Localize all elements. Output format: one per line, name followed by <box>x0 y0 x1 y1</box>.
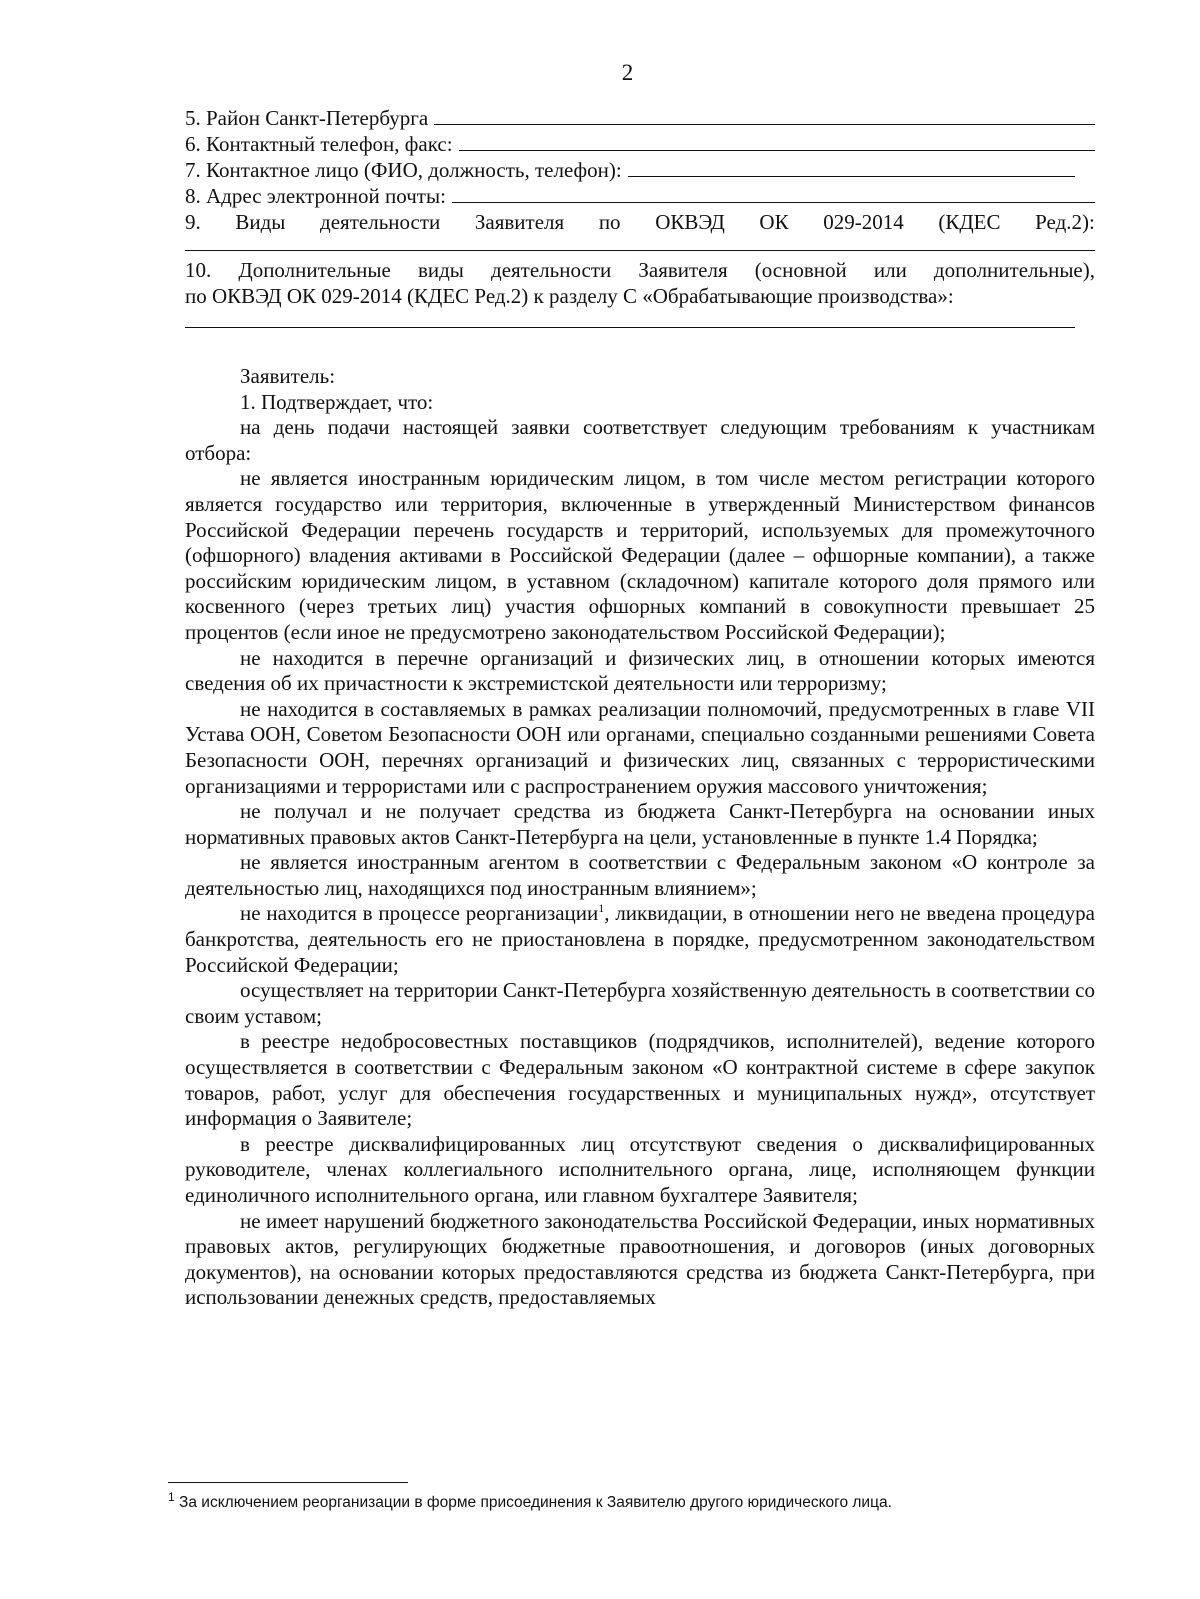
additional-activities-line1: 10. Дополнительные виды деятельности Заявителя (основной или дополнительные), <box>185 258 1095 282</box>
contact-person-field <box>185 158 1095 184</box>
declaration-paragraph: в реестре дисквалифицированных лиц отсутствуют сведения о дисквалифицированных руководителе, членах коллегиального исполнительного органа, лице, исполняющем функции единоличного исполнительного органа, или главном бухгалтере Заявителя; <box>185 1131 1095 1207</box>
declaration-paragraph: на день подачи настоящей заявки соответствует следующим требованиям к участникам отбора: <box>185 415 1095 465</box>
footnote-marker: 1 <box>168 1489 175 1504</box>
activities-word: деятельности <box>320 210 441 234</box>
activities-word: Виды <box>235 210 286 234</box>
activities-blank[interactable] <box>185 236 1095 251</box>
item-1: 1. Подтверждает, что: <box>240 389 434 414</box>
declaration-paragraph-reorganization <box>185 901 1095 978</box>
declaration-paragraph: не имеет нарушений бюджетного законодательства Российской Федерации, иных нормативных правовых актов, регулирующих бюджетные правоотношения, и договоров (иных договорных документов), на основании которых предоставляются средства из бюджета Санкт-Петербурга, при использовании денежных средств, предоставляемых <box>185 1208 1095 1310</box>
reorg-text-after: , ликвидации, в отношении него не введена процедура банкротства, деятельность его не приостановлена в порядке, предусмотренном законодательством Российской Федерации; <box>185 901 1095 977</box>
page-number: 2 <box>621 60 634 85</box>
district-label: 5. Район Санкт-Петербурга <box>185 106 429 130</box>
activities-word: 029-2014 <box>823 210 904 234</box>
activities-word: ОКВЭД <box>655 210 725 234</box>
contact-person-label: 7. Контактное лицо (ФИО, должность, телефон): <box>185 158 622 182</box>
declaration-paragraph: в реестре недобросовестных поставщиков (подрядчиков, исполнителей), ведение которого осуществляется в соответствии с Федеральным законом «О контрактной системе в сфере закупок товаров, работ, услуг для обеспечения государственных и муниципальных нужд», отсутствует информация о Заявителе; <box>185 1029 1095 1131</box>
email-field <box>185 184 1095 210</box>
district-blank[interactable] <box>434 124 1095 125</box>
applicant-declarations <box>185 364 1095 1311</box>
email-label: 8. Адрес электронной почты: <box>185 184 446 208</box>
phone-label: 6. Контактный телефон, факс: <box>185 132 453 156</box>
phone-field <box>185 132 1095 158</box>
footnote-text: За исключением реорганизации в форме присоединения к Заявителю другого юридического лица. <box>174 1494 892 1511</box>
district-field <box>185 106 1095 132</box>
declaration-paragraph: не является иностранным юридическим лицом, в том числе местом регистрации которого является государство или территория, включенные в утвержденный Министерством финансов Российской Федерации перечень государств и территорий, используемых для промежуточного (офшорного) владения активами в Российской Федерации (далее – офшорные компании), а также российским юридическим лицом, в уставном (складочном) капитале которого доля прямого или косвенного (через третьих лиц) участия офшорных компаний в совокупности превышает 25 процентов (если иное не предусмотрено законодательством Российской Федерации); <box>185 466 1095 644</box>
declaration-paragraph: не получал и не получает средства из бюджета Санкт-Петербурга на основании иных нормативных правовых актов Санкт-Петербурга на цели, установленные в пункте 1.4 Порядка; <box>185 799 1095 849</box>
phone-blank[interactable] <box>459 150 1095 151</box>
footnote-divider <box>168 1482 408 1483</box>
footnote-reference[interactable]: 1 <box>598 901 605 916</box>
declaration-paragraph: не находится в составляемых в рамках реализации полномочий, предусмотренных в главе VII Устава ООН, Советом Безопасности ООН или органами, специально созданными решениями Совета Безопасности ООН, перечнях организаций и физических лиц, связанных с террористическими организациями и террористами или с распространением оружия массового уничтожения; <box>185 696 1095 798</box>
activities-word: по <box>598 210 621 234</box>
email-blank[interactable] <box>452 202 1095 203</box>
declaration-paragraph: не находится в перечне организаций и физических лиц, в отношении которых имеются сведения об их причастности к экстремистской деятельности или терроризму; <box>185 645 1095 696</box>
additional-activities-line2: по ОКВЭД ОК 029-2014 (КДЕС Ред.2) к разделу С «Обрабатывающие производства»: <box>185 284 954 308</box>
activities-word: (КДЕС <box>938 210 1001 234</box>
activities-word: 9. <box>185 210 201 234</box>
activities-word: Заявителя <box>474 210 565 234</box>
activities-word: Ред.2): <box>1035 210 1095 234</box>
additional-activities-field <box>185 257 1095 309</box>
application-fields <box>185 106 1095 334</box>
contact-person-blank[interactable] <box>628 176 1075 177</box>
activities-word: ОК <box>759 210 789 234</box>
declaration-paragraph: осуществляет на территории Санкт-Петербурга хозяйственную деятельность в соответствии со своим уставом; <box>185 978 1095 1028</box>
reorg-text-before: не находится в процессе реорганизации <box>240 901 599 926</box>
footnote <box>168 1489 1098 1512</box>
applicant-heading: Заявитель: <box>240 364 336 388</box>
declaration-paragraph: не является иностранным агентом в соответствии с Федеральным законом «О контроле за деятельностью лиц, находящихся под иностранным влиянием»; <box>185 850 1095 900</box>
activities-field <box>185 210 1095 236</box>
additional-activities-blank[interactable] <box>185 313 1075 328</box>
